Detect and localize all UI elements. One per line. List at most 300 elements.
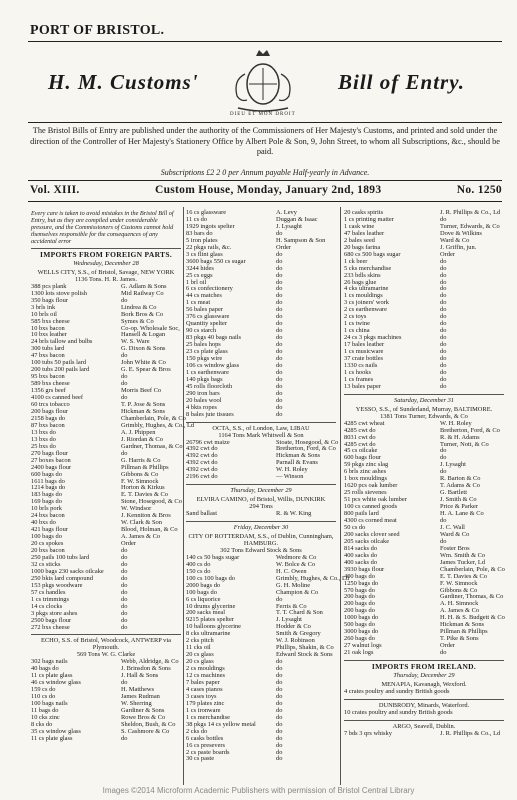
cargo-goods: 1620 pcs oak lumber <box>344 482 398 490</box>
ship-name: YESSO, S.S., of Sunderland, Murray, BALTIMORE. <box>355 405 493 413</box>
cargo-entry <box>186 474 336 481</box>
cargo-entry <box>344 252 504 259</box>
cargo-entry <box>186 756 336 763</box>
cargo-consignee <box>440 710 504 717</box>
cargo-goods: 589 bxs cheese <box>31 380 70 388</box>
cargo-consignee: H. H. & S. Budgett & Co <box>440 614 505 622</box>
intro-paragraph: The Bristol Bills of Entry are published under the authority of the Commissioners of Her Majesty's Customs, and printed and sold under the direction of the Controller of Her Majesty's Stationery Office by Albert Pole & Son, 9, John Street, to whom all Subscriptions, &c., should be paid. <box>30 126 500 157</box>
cargo-consignee: Foster Bros <box>440 544 470 552</box>
cargo-goods: 290 iron bars <box>186 389 220 397</box>
cargo-goods: 20 casks spirits <box>344 209 384 216</box>
cargo-consignee: Wm. Smith & Co <box>440 551 486 559</box>
cargo-entry <box>31 625 181 632</box>
cargo-goods: 3600 bags 550 cs sugar <box>186 257 246 265</box>
cargo-goods: 2 cs mouldings <box>186 665 225 673</box>
cargo-goods: 83 pkgs 40 bags nails <box>186 334 242 342</box>
cargo-goods: 1 cs earthenware <box>186 368 229 376</box>
cargo-consignee: do <box>440 334 447 342</box>
section-divider <box>31 248 181 249</box>
cargo-consignee: do <box>276 672 283 680</box>
cargo-consignee: do <box>440 447 447 455</box>
cargo-goods: 10 crates poultry and sundry British goods <box>344 708 453 716</box>
cargo-goods: 7 bales paper <box>186 679 220 686</box>
arrival-date: Friday, December 30 <box>233 524 289 532</box>
cargo-consignee: John White & Co <box>121 359 166 367</box>
cargo-goods: 1356 grs beef <box>31 387 66 395</box>
cargo-goods: 8 cks do <box>31 720 53 728</box>
cargo-consignee: do <box>440 264 447 272</box>
cargo-consignee: — Winson <box>276 473 304 481</box>
cargo-goods: 159 cs do <box>31 686 56 694</box>
cargo-goods: 11 cks oil <box>186 644 211 652</box>
cargo-list <box>31 282 195 632</box>
cargo-list <box>344 731 504 738</box>
cargo-goods: 25 cs eggs <box>186 271 213 279</box>
cargo-goods: 200 sacks meal <box>186 609 226 617</box>
cargo-goods: 1 cs musicware <box>344 348 384 356</box>
cargo-goods: 600 bags flour <box>344 454 381 462</box>
cargo-consignee: do <box>276 355 283 363</box>
disclaimer-note: Every care is taken to avoid mistakes in the Bristol Bill of Entry, but as they are compiled under considerable pressure, and the Commissioners of Customs cannot hold themselves responsible for the consequences of any accidental error <box>31 210 174 245</box>
cargo-goods: 3930 bags flour <box>344 565 385 573</box>
cargo-consignee: do <box>276 665 283 673</box>
dateline-bottom-rule <box>28 201 502 202</box>
cargo-consignee: Hansell & Logan <box>121 331 166 339</box>
cargo-goods: 1 brl oil <box>186 278 207 286</box>
arrival-date: Wednesday, December 28 <box>73 259 139 267</box>
cargo-goods: 183 bags do <box>31 491 62 499</box>
cargo-consignee: Bretherton, Ford, & Co <box>276 445 336 453</box>
cargo-goods: 40 bxs do <box>31 519 56 527</box>
cargo-consignee: do <box>440 368 447 376</box>
cargo-goods: 26796 cwt maize <box>186 438 230 446</box>
cargo-goods: 2 cs paste boards <box>186 748 230 756</box>
cargo-goods: 1 ck beer <box>344 257 368 265</box>
cargo-goods: 350 bags flour <box>31 296 68 304</box>
cargo-goods: 27 boxes bacon <box>31 456 71 464</box>
cargo-consignee: Lindrea & Co <box>121 303 157 311</box>
ship-name: ARGO, Seavell, Dublin. <box>392 722 456 730</box>
cargo-goods: 150 cs do <box>186 567 211 575</box>
cargo-entry <box>344 384 504 391</box>
section-divider <box>344 394 504 395</box>
cargo-goods: 47 bxs bacon <box>31 352 65 360</box>
cargo-consignee: Bretherton, Ford, & Co <box>440 426 500 434</box>
cargo-consignee: do <box>440 299 447 307</box>
cargo-goods: 9215 plates spelter <box>186 616 234 624</box>
cargo-goods: 4 cases pianos <box>186 685 223 693</box>
cargo-goods: 1 cs twine <box>344 320 370 328</box>
cargo-consignee: do <box>276 748 283 756</box>
ship-name: ECHO, S.S. of Bristol, Woodcock, ANTWERP via Plymouth. <box>41 637 171 652</box>
cargo-goods: 600 bags do <box>31 470 62 478</box>
cargo-consignee: do <box>276 264 283 272</box>
cargo-list <box>186 553 350 764</box>
cargo-goods: 7 bds 3 qrs whisky <box>344 729 392 737</box>
cargo-goods: 1 cs ironware <box>186 706 221 714</box>
cargo-consignee: do <box>276 320 283 328</box>
cargo-consignee: T. Adams & Co <box>440 482 480 490</box>
cargo-consignee: W. H. Roley <box>440 419 472 427</box>
cargo-goods: 421 bags flour <box>31 526 68 534</box>
column-3 <box>344 210 504 738</box>
cargo-consignee: do <box>276 334 283 342</box>
cargo-goods: 200 bags do <box>344 607 375 615</box>
volume-number: Vol. XIII. <box>30 184 80 196</box>
cargo-goods: 150 pkgs wire <box>186 355 223 363</box>
cargo-consignee: do <box>276 741 283 749</box>
cargo-goods: 3 pkgs store ashes <box>31 609 78 617</box>
cargo-goods: 100 bags nails <box>31 700 68 708</box>
cargo-goods: 16 cs presevers <box>186 741 226 749</box>
cargo-consignee: do <box>440 649 447 657</box>
cargo-list <box>186 438 339 482</box>
title-left: H. M. Customs' <box>48 70 199 94</box>
cargo-consignee: do <box>121 567 128 575</box>
cargo-goods: 4 crates poultry and sundry British goods <box>344 687 450 695</box>
cargo-consignee: do <box>121 581 128 589</box>
cargo-entry <box>186 722 336 729</box>
cargo-consignee: Phillips, Shakin, & Co <box>276 644 334 652</box>
section-divider <box>344 699 504 700</box>
cargo-goods: 179 plates zinc <box>186 699 225 707</box>
cargo-consignee: do <box>276 658 283 666</box>
section-heading: IMPORTS FROM IRELAND. <box>371 662 477 672</box>
column-divider <box>340 207 341 785</box>
cargo-consignee: do <box>121 560 128 568</box>
cargo-consignee: do <box>440 285 447 293</box>
cargo-consignee: do <box>276 361 283 369</box>
cargo-goods: 570 bags do <box>344 586 375 594</box>
cargo-consignee: Chamberlain, Pole, & Co <box>121 414 186 422</box>
copyright-footer: Images ©2014 Microform Academic Publishers with permission of Bristol Central Library <box>102 786 415 795</box>
cargo-consignee: do <box>440 537 447 545</box>
cargo-consignee: James Tucker, Ld <box>440 558 486 566</box>
cargo-goods: 60 trcs tobacco <box>31 401 70 409</box>
cargo-goods: 4300 cs corned meat <box>344 516 397 524</box>
cargo-goods: 2500 bags flour <box>31 616 72 624</box>
cargo-consignee: Chamberlain, Pole, & Co <box>440 565 505 573</box>
cargo-consignee: G. H. Moline <box>276 581 311 589</box>
cargo-goods: 13 bales paper <box>344 382 381 390</box>
cargo-goods: 3 brls ink <box>31 303 56 311</box>
cargo-consignee: E. T. Davies & Co <box>121 491 168 499</box>
cargo-goods: 1 cs merchandise <box>186 713 231 721</box>
cargo-consignee: E. T. Davies & Co <box>440 572 487 580</box>
cargo-goods: 24 bxs bacon <box>31 512 65 520</box>
royal-crest-icon <box>218 46 308 116</box>
cargo-goods: 2 cs toys <box>344 313 367 321</box>
cargo-consignee: do <box>121 588 128 596</box>
cargo-consignee: Order <box>440 250 455 258</box>
column-divider <box>183 207 184 785</box>
cargo-goods: 3 cs joiners' work <box>344 299 389 307</box>
cargo-consignee: W. Sherring <box>121 700 152 708</box>
cargo-consignee: do <box>276 706 283 714</box>
cargo-entry <box>186 511 336 518</box>
cargo-goods: 30 cs paste <box>186 755 215 763</box>
cargo-goods: 376 cs glassware <box>186 313 230 321</box>
cargo-goods: 14 cs clocks <box>31 602 63 610</box>
cargo-consignee: do <box>276 229 283 237</box>
cargo-consignee: do <box>276 313 283 321</box>
cargo-consignee: do <box>440 361 447 369</box>
cargo-consignee: do <box>276 403 283 411</box>
cargo-goods: 1000 bags do <box>344 614 379 622</box>
cargo-consignee: A. H. Simnock <box>440 600 479 608</box>
cargo-consignee: do <box>121 373 128 381</box>
cargo-consignee: do <box>121 449 128 457</box>
cargo-consignee: Gardiner & Sons <box>121 707 165 714</box>
ship-name: DUNBRODY, Minards, Waterford. <box>378 701 470 709</box>
cargo-goods: 11 cs do <box>186 215 208 223</box>
cargo-goods: 106 cs window glass <box>186 361 240 369</box>
cargo-goods: 10 balloons glycerine <box>186 623 242 631</box>
cargo-goods: 10 cks zinc <box>31 713 60 721</box>
cargo-list <box>344 689 504 696</box>
cargo-goods: 90 cs starch <box>186 327 217 335</box>
cargo-goods: 1330 cs nails <box>344 361 378 369</box>
cargo-consignee: do <box>276 368 283 376</box>
cargo-consignee: Dove & Wilkins <box>440 229 482 237</box>
cargo-consignee: J. Riordan & Co <box>121 435 163 443</box>
cargo-list <box>186 210 336 419</box>
cargo-goods: 3 cases toys <box>186 692 217 700</box>
cargo-consignee: Sheldon, Bush, & Co <box>121 720 176 728</box>
cargo-consignee: J. C. Wall <box>440 523 465 531</box>
cargo-goods: 3000 bags do <box>344 628 379 636</box>
cargo-consignee: Order <box>121 540 136 548</box>
cargo-goods: 4285 cwt do <box>344 426 376 434</box>
cargo-consignee: do <box>121 380 128 388</box>
cargo-goods: 100 bags do <box>31 533 62 541</box>
masthead-rule <box>28 122 502 123</box>
cargo-consignee: A. James & Co <box>440 607 480 615</box>
cargo-consignee: do <box>276 285 283 293</box>
cargo-goods: 270 bags flour <box>31 449 68 457</box>
cargo-consignee: Gibbons & Co <box>440 586 478 594</box>
cargo-consignee: J. Kenniton & Bros <box>121 512 171 520</box>
cargo-consignee: do <box>276 720 283 728</box>
cargo-consignee: do <box>121 623 128 631</box>
cargo-goods: 205 sacks oilcake <box>344 537 390 545</box>
cargo-goods: 57 cs handles <box>31 588 66 596</box>
cargo-entry <box>344 650 504 657</box>
cargo-goods: 40 bags do <box>31 665 59 673</box>
cargo-goods: 8 bales jute tissues <box>186 410 234 418</box>
ship-name: CITY OF ROTTERDAM, S.S., of Dublin, Cunningham, HAMBURG. <box>188 532 334 547</box>
subscriptions-line: Subscriptions £2 2 0 per Annum payable Half-yearly in Advance. <box>160 168 370 177</box>
cargo-consignee: do <box>121 574 128 582</box>
cargo-consignee: do <box>121 616 128 624</box>
cargo-consignee: Grimbly, Hughes, & Co., Ld <box>121 421 195 429</box>
ship-name: MENAPIA, Kavanagh, Wexford. <box>381 680 467 688</box>
cargo-goods: 21 oak logs <box>344 649 374 657</box>
cargo-goods: 11 cs plate glass <box>31 672 73 680</box>
cargo-consignee: T. P. Jose & Sons <box>121 401 166 409</box>
cargo-consignee: Symes & Co <box>121 317 154 325</box>
cargo-consignee: Stone, Hosegood, & Co <box>121 498 182 506</box>
cargo-consignee: J. Lysaght <box>440 461 466 469</box>
cargo-consignee: do <box>440 327 447 335</box>
cargo-list <box>186 511 336 518</box>
cargo-entry <box>344 518 504 525</box>
cargo-goods: 6 cs confectionery <box>186 285 233 293</box>
cargo-goods: 4392 cwt do <box>186 445 218 453</box>
cargo-goods: 388 pcs plank <box>31 282 67 290</box>
cargo-goods: 100 cs canned goods <box>344 503 398 511</box>
cargo-entry <box>344 307 504 314</box>
cargo-consignee: T. Pike & Sons <box>440 635 479 643</box>
cargo-goods: 8031 cwt do <box>344 433 376 441</box>
cargo-consignee: J. Brinsdon & Sons <box>121 665 171 673</box>
cargo-goods: 110 cs do <box>31 693 56 701</box>
cargo-consignee: F. W. Simnock <box>121 477 159 485</box>
cargo-goods: 153 pkgs woodware <box>31 581 83 589</box>
cargo-consignee: do <box>276 692 283 700</box>
cargo-goods: 1 cs hooks <box>344 368 371 376</box>
cargo-goods: 400 bags do <box>344 572 375 580</box>
cargo-goods: 1300 lots stove polish <box>31 289 87 297</box>
cargo-consignee: Bork Bros & Co <box>121 310 164 318</box>
cargo-goods: 272 bxs cheese <box>31 623 70 631</box>
cargo-goods: 6 brls zinc ashes <box>344 468 387 476</box>
cargo-consignee: do <box>276 348 283 356</box>
cargo-goods: 400 sacks do <box>344 551 378 559</box>
cargo-goods: 2 cks pitch <box>186 637 214 645</box>
cargo-goods: 87 bxs bacon <box>31 421 65 429</box>
cargo-goods: 4285 cwt wheat <box>344 419 385 427</box>
cargo-goods: 4392 cwt do <box>186 459 218 467</box>
cargo-consignee: Hickman & Sons <box>121 407 166 415</box>
cargo-consignee: do <box>440 341 447 349</box>
dateline-top-rule <box>28 180 502 181</box>
cargo-consignee: G. Dixon & Sons <box>121 345 166 353</box>
cargo-consignee: G. Bartlett <box>440 489 467 497</box>
cargo-goods: 250 pails 100 tubs lard <box>31 553 90 561</box>
cargo-consignee: Horton & Kirkus <box>121 484 165 492</box>
cargo-consignee: do <box>121 609 128 617</box>
cargo-consignee: W. Clark & Son <box>121 519 162 527</box>
section-divider <box>344 720 504 721</box>
cargo-consignee: do <box>440 320 447 328</box>
cargo-consignee: Blood, Holman, & Co <box>121 526 178 534</box>
cargo-goods: 20 bxs bacon <box>31 547 65 555</box>
cargo-entry <box>344 710 504 717</box>
cargo-consignee: do <box>276 375 283 383</box>
cargo-goods: 59 pkgs zinc slag <box>344 461 389 469</box>
ship-tonnage: 1164 Tons Mark Whitwell & Son <box>218 431 304 439</box>
cargo-goods: 22 pkgs rails, &c. <box>186 243 232 251</box>
cargo-consignee: do <box>440 375 447 383</box>
cargo-goods: 1 cask wine <box>344 222 375 230</box>
cargo-goods: 10 bxs leather <box>31 331 67 339</box>
cargo-goods: 11 bags do <box>31 707 59 714</box>
cargo-consignee: W. Windsor <box>121 505 152 513</box>
cargo-consignee: J. Smith & Co <box>440 496 477 504</box>
cargo-consignee: W. H. Roley <box>276 466 308 474</box>
cargo-goods: 44 cs matches <box>186 292 222 300</box>
cargo-consignee: Co-op. Wholesale Soc, <box>121 324 180 332</box>
cargo-entry <box>344 689 504 696</box>
section-divider <box>344 660 504 661</box>
cargo-consignee: do <box>276 292 283 300</box>
cargo-goods: 585 bxs cheese <box>31 317 70 325</box>
cargo-goods: 500 bags do <box>344 621 375 629</box>
cargo-consignee: do <box>276 257 283 265</box>
cargo-consignee: do <box>276 713 283 721</box>
cargo-consignee: Order <box>276 243 291 251</box>
cargo-goods: 1929 ingots spelter <box>186 222 235 230</box>
cargo-goods: 13 bxs do <box>31 435 56 443</box>
cargo-consignee: James Rudman <box>121 693 160 701</box>
cargo-list <box>31 659 181 742</box>
cargo-goods: 83 bars do <box>186 229 213 237</box>
cargo-consignee: do <box>276 727 283 735</box>
cargo-goods: 302 bags nails <box>31 658 68 666</box>
cargo-entry <box>186 273 336 280</box>
cargo-goods: 45 rolls floorcloth <box>186 382 233 390</box>
cargo-consignee: Webb, Aldridge, & Co <box>121 658 179 666</box>
cargo-consignee: J. Lysaght <box>276 222 302 230</box>
cargo-consignee: T. T. Chard & Son <box>276 609 323 617</box>
cargo-goods: 35 cs window glass <box>31 727 81 735</box>
cargo-consignee: H. Sampson & Son <box>276 236 326 244</box>
cargo-consignee: do <box>121 296 128 304</box>
cargo-consignee: Ferris & Co <box>276 602 307 610</box>
cargo-goods: 100 bags do <box>186 588 217 596</box>
cargo-consignee: do <box>276 306 283 314</box>
cargo-goods: 26 bags glue <box>344 278 377 286</box>
cargo-goods: 47 bales leather <box>344 229 385 237</box>
cargo-goods: 169 bags do <box>31 498 62 506</box>
cargo-goods: 2400 bags flour <box>31 463 72 471</box>
cargo-goods: 20 cs spokes <box>31 540 64 548</box>
dateline <box>30 184 502 196</box>
cargo-consignee: do <box>276 327 283 335</box>
cargo-consignee: do <box>276 299 283 307</box>
cargo-goods: 51 pcs white oak lumber <box>344 496 407 504</box>
cargo-goods: 25 rolls sievenes <box>344 489 387 497</box>
cargo-goods: 1 box mouldings <box>344 475 387 483</box>
cargo-consignee: Hickman & Sons <box>276 452 321 460</box>
cargo-consignee: do <box>440 215 447 223</box>
cargo-goods: Sand ballast <box>186 510 218 518</box>
cargo-consignee: do <box>121 679 128 687</box>
cargo-entry <box>344 731 504 738</box>
cargo-goods: 3 cs flint glass <box>186 250 223 258</box>
cargo-goods: 6 casks bottles <box>186 734 224 742</box>
cargo-goods: 1000 bags 230 sacks oilcake <box>31 567 104 575</box>
cargo-goods: 23 cs plate glass <box>186 348 228 356</box>
cargo-goods: 1 cs frames <box>344 375 374 383</box>
cargo-consignee: do <box>276 410 283 418</box>
cargo-goods: 250 bkts lard compound <box>31 574 93 582</box>
cargo-entry <box>186 412 336 419</box>
cargo-entry <box>31 736 181 743</box>
cargo-goods: 200 bags do <box>344 593 375 601</box>
cargo-goods: 1 cs china <box>344 327 370 335</box>
cargo-goods: 4392 cwt do <box>186 452 218 460</box>
cargo-consignee: Gardiner, Thomas, & Co <box>440 593 504 601</box>
port-heading: PORT OF BRISTOL. <box>30 23 165 38</box>
section-divider <box>186 422 336 423</box>
cargo-consignee: do <box>276 699 283 707</box>
cargo-consignee: H. C. Owen <box>276 567 307 575</box>
cargo-goods: 2196 cwt do <box>186 473 218 481</box>
arrival-date: Saturday, December 31 <box>394 396 454 404</box>
cargo-goods: 10 brls oil <box>31 310 57 318</box>
